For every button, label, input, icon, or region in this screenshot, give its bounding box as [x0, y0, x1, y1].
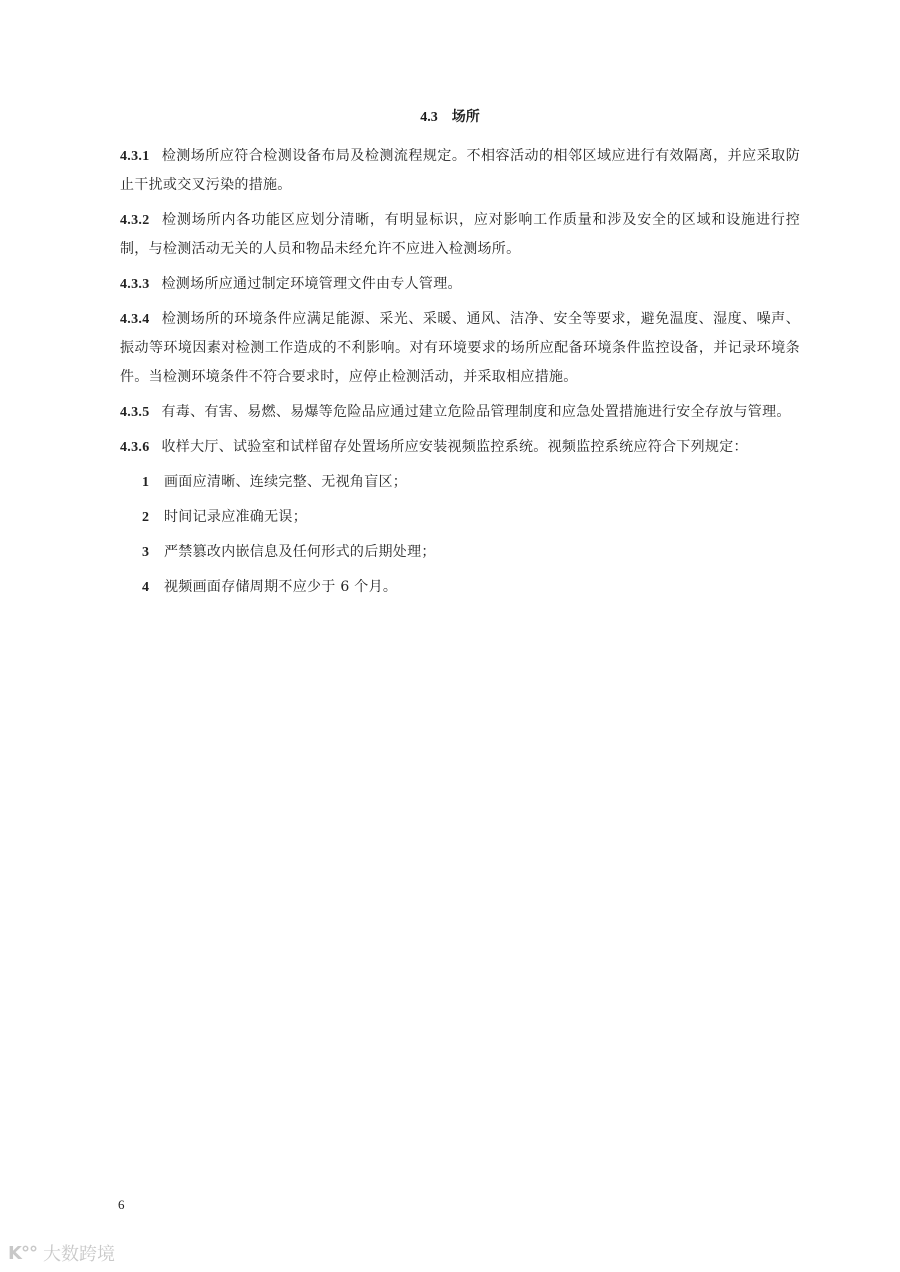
- section-title: 场所: [451, 109, 480, 125]
- section-heading: [0, 106, 900, 126]
- clause-number: 4.3.2: [120, 213, 150, 228]
- clause-number: 4.3.6: [120, 440, 150, 455]
- list-item: [120, 538, 800, 567]
- item-text: 时间记录应准确无误；: [164, 509, 307, 525]
- watermark-logo-icon: K°°: [8, 1242, 37, 1264]
- clause-text: 检测场所的环境条件应满足能源、采光、采暖、通风、洁净、安全等要求，避免温度、湿度、噪声、振动等环境因素对检测工作造成的不利影响。对有环境要求的场所应配备环境条件监控设备，并记录环境条件。当检测环境条件不符合要求时，应停止检测活动，并采取相应措施。: [120, 311, 800, 385]
- clause-4-3-5: [120, 398, 800, 427]
- clause-4-3-3: [120, 270, 800, 299]
- list-item: [120, 468, 800, 497]
- item-number: 1: [142, 475, 150, 490]
- section-number: 4.3: [420, 110, 438, 125]
- clause-number: 4.3.1: [120, 149, 150, 164]
- clause-number: 4.3.3: [120, 277, 150, 292]
- item-text: 严禁篡改内嵌信息及任何形式的后期处理；: [164, 544, 436, 560]
- clause-text: 检测场所应通过制定环境管理文件由专人管理。: [161, 276, 462, 292]
- clause-text: 检测场所应符合检测设备布局及检测流程规定。不相容活动的相邻区域应进行有效隔离，并应采取防止干扰或交叉污染的措施。: [120, 148, 800, 193]
- clause-4-3-1: [120, 142, 800, 200]
- item-text: 视频画面存储周期不应少于 6 个月。: [164, 579, 398, 595]
- clause-4-3-6: [120, 433, 800, 462]
- clause-text: 检测场所内各功能区应划分清晰，有明显标识，应对影响工作质量和涉及安全的区域和设施进行控制，与检测活动无关的人员和物品未经允许不应进入检测场所。: [120, 212, 800, 257]
- page-number: 6: [118, 1197, 125, 1212]
- item-number: 4: [142, 580, 150, 595]
- watermark-text: 大数跨境: [42, 1244, 115, 1265]
- list-item: [120, 573, 800, 602]
- item-text: 画面应清晰、连续完整、无视角盲区；: [164, 474, 408, 490]
- clause-number: 4.3.4: [120, 312, 150, 327]
- clause-4-3-4: [120, 305, 800, 392]
- watermark: [8, 1240, 115, 1266]
- list-item: [120, 503, 800, 532]
- clause-text: 收样大厅、试验室和试样留存处置场所应安装视频监控系统。视频监控系统应符合下列规定：: [161, 439, 748, 455]
- document-body: [120, 142, 800, 608]
- item-number: 3: [142, 545, 150, 560]
- clause-number: 4.3.5: [120, 405, 150, 420]
- clause-4-3-2: [120, 206, 800, 264]
- item-number: 2: [142, 510, 150, 525]
- clause-text: 有毒、有害、易燃、易爆等危险品应通过建立危险品管理制度和应急处置措施进行安全存放与管理。: [161, 404, 791, 420]
